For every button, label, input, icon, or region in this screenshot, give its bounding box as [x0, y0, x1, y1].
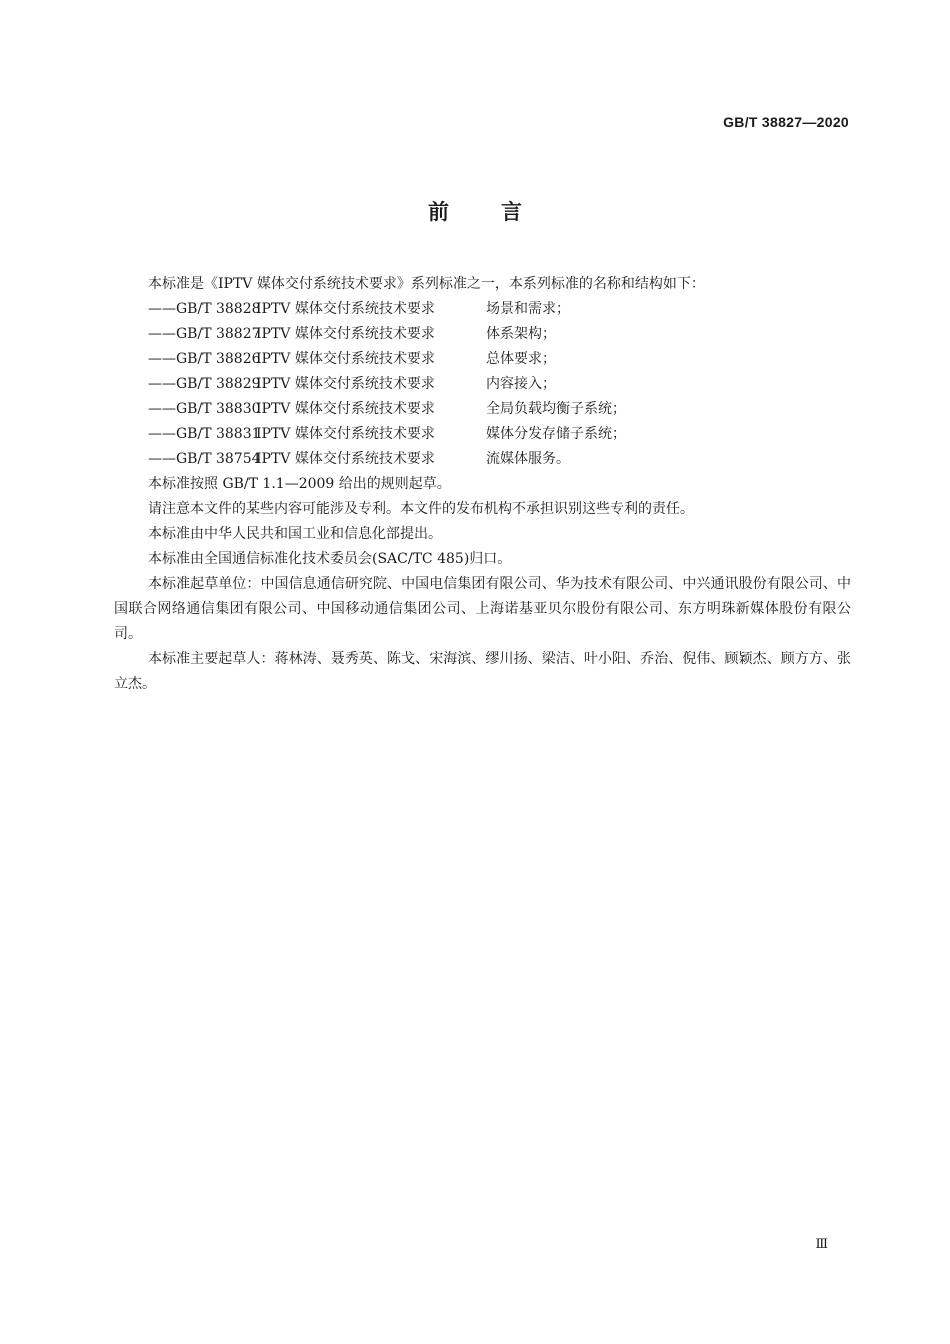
series-title: IPTV 媒体交付系统技术要求	[256, 351, 435, 367]
series-item	[114, 422, 851, 447]
series-item	[114, 372, 851, 397]
series-part: 全局负载均衡子系统；	[486, 401, 626, 417]
page-title: 前言	[428, 200, 574, 224]
series-code: ——GB/T 38754	[148, 451, 261, 467]
series-item	[114, 322, 851, 347]
series-part: 流媒体服务。	[486, 451, 570, 467]
series-title: IPTV 媒体交付系统技术要求	[256, 301, 435, 317]
series-title: IPTV 媒体交付系统技术要求	[256, 376, 435, 392]
series-code: ——GB/T 38831	[148, 426, 261, 442]
drafters-paragraph: 本标准主要起草人：蒋林涛、聂秀英、陈戈、宋海滨、缪川扬、梁洁、叶小阳、乔治、倪伟、顾颖杰、顾方方、张立杰。	[114, 651, 851, 692]
series-part: 内容接入；	[486, 376, 556, 392]
series-title: IPTV 媒体交付系统技术要求	[256, 426, 435, 442]
page-number: Ⅲ	[815, 1237, 828, 1252]
drafting-organizations-paragraph: 本标准起草单位：中国信息通信研究院、中国电信集团有限公司、华为技术有限公司、中兴通讯股份有限公司、中国联合网络通信集团有限公司、中国移动通信集团公司、上海诺基亚贝尔股份有限公司、东方明珠新媒体股份有限公司。	[114, 576, 851, 642]
series-list	[114, 297, 851, 472]
proposer-paragraph: 本标准由中华人民共和国工业和信息化部提出。	[148, 526, 442, 542]
series-part: 体系架构；	[486, 326, 556, 342]
series-code: ——GB/T 38827	[148, 326, 261, 342]
series-item	[114, 397, 851, 422]
series-item	[114, 447, 851, 472]
intro-paragraph: 本标准是《IPTV 媒体交付系统技术要求》系列标准之一，本系列标准的名称和结构如下：	[148, 276, 705, 292]
series-code: ——GB/T 38829	[148, 376, 261, 392]
series-item	[114, 297, 851, 322]
series-title: IPTV 媒体交付系统技术要求	[256, 451, 435, 467]
series-title: IPTV 媒体交付系统技术要求	[256, 401, 435, 417]
series-item	[114, 347, 851, 372]
patent-notice-paragraph: 请注意本文件的某些内容可能涉及专利。本文件的发布机构不承担识别这些专利的责任。	[148, 501, 694, 517]
series-code: ——GB/T 38828	[148, 301, 261, 317]
document-body	[114, 272, 851, 697]
series-part: 媒体分发存储子系统；	[486, 426, 626, 442]
series-title: IPTV 媒体交付系统技术要求	[256, 326, 435, 342]
centralized-by-paragraph: 本标准由全国通信标准化技术委员会(SAC/TC 485)归口。	[148, 551, 512, 567]
standard-code: GB/T 38827—2020	[723, 114, 849, 130]
series-code: ——GB/T 38830	[148, 401, 261, 417]
series-part: 总体要求；	[486, 351, 556, 367]
series-code: ——GB/T 38826	[148, 351, 261, 367]
drafting-rules-paragraph: 本标准按照 GB/T 1.1—2009 给出的规则起草。	[148, 476, 451, 492]
series-part: 场景和需求；	[486, 301, 570, 317]
